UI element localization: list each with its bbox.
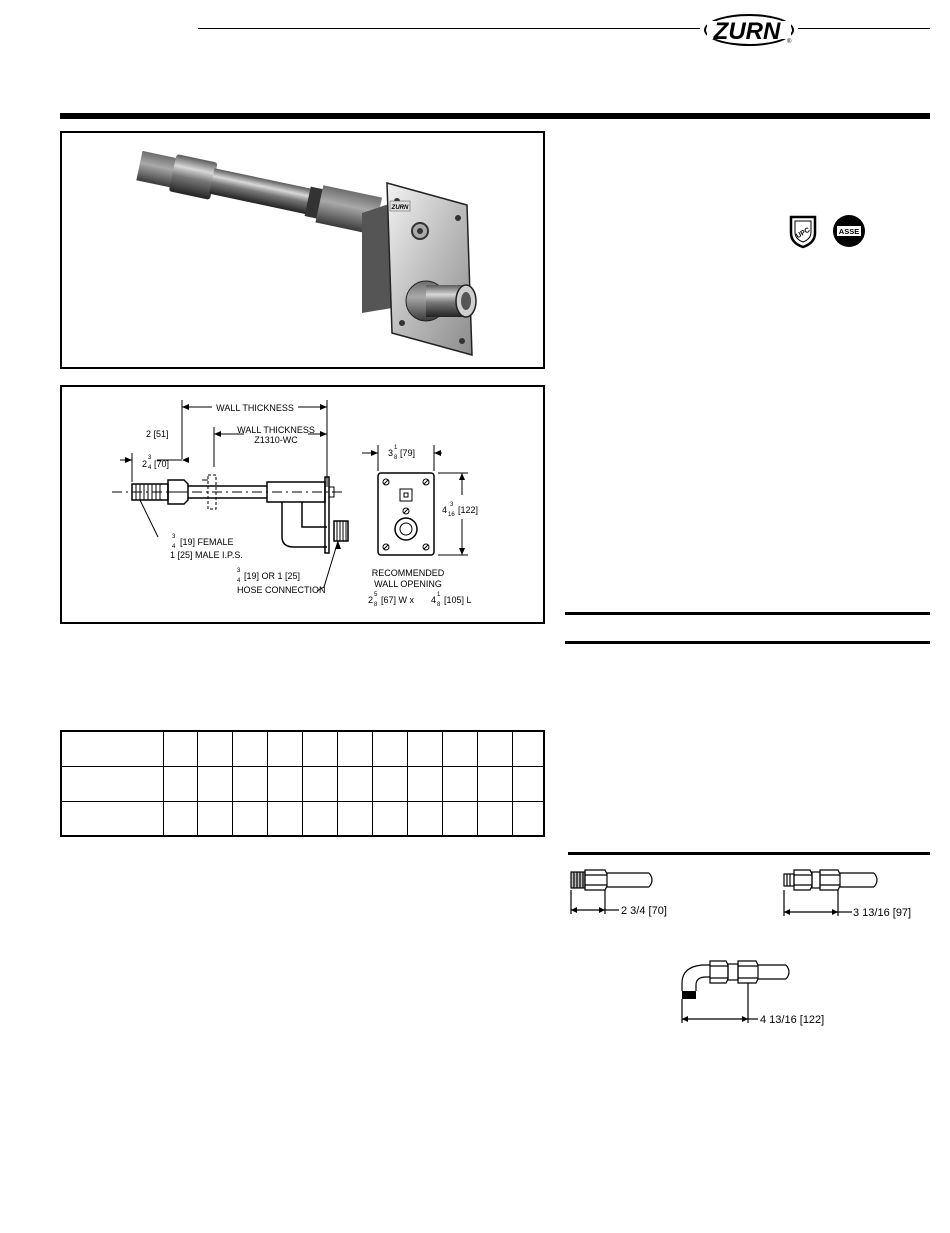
svg-text:ZURN: ZURN (713, 18, 781, 45)
svg-text:[79]: [79] (400, 448, 416, 458)
table-cell (268, 801, 303, 836)
table-cell (163, 731, 198, 766)
table-cell (372, 801, 407, 836)
svg-text:®: ® (787, 39, 792, 45)
table-cell (337, 731, 372, 766)
svg-text:4: 4 (431, 595, 437, 605)
svg-text:UPC: UPC (795, 226, 812, 241)
header-rule-right (798, 28, 930, 29)
svg-text:2 3/4 [70]: 2 3/4 [70] (621, 905, 667, 917)
table-cell (268, 731, 303, 766)
svg-text:4 13/16 [122]: 4 13/16 [122] (760, 1014, 825, 1026)
svg-text:WALL THICKNESS: WALL THICKNESS (237, 425, 315, 435)
table-cell (337, 801, 372, 836)
table-cell (477, 766, 512, 801)
table-cell (198, 801, 233, 836)
svg-text:[70]: [70] (154, 459, 170, 469)
svg-text:4: 4 (442, 505, 448, 515)
threaded-inlet (135, 147, 382, 235)
table-cell (303, 731, 338, 766)
table-row (61, 766, 544, 801)
table-cell (198, 731, 233, 766)
svg-text:8: 8 (374, 602, 378, 608)
table-cell (61, 801, 163, 836)
svg-text:[19] FEMALE: [19] FEMALE (180, 537, 234, 547)
svg-text:16: 16 (448, 512, 455, 518)
svg-text:4: 4 (172, 544, 176, 550)
svg-text:WALL THICKNESS: WALL THICKNESS (216, 403, 294, 413)
svg-text:ZURN: ZURN (391, 205, 409, 211)
table-cell (407, 731, 442, 766)
svg-text:ASSE: ASSE (838, 227, 860, 236)
options-rule (568, 852, 930, 855)
svg-text:[67] W x: [67] W x (381, 595, 415, 605)
header-rule-left (198, 28, 700, 29)
svg-text:1: 1 (394, 445, 398, 451)
table-cell (477, 801, 512, 836)
svg-text:[122]: [122] (458, 505, 479, 515)
svg-text:RECOMMENDED: RECOMMENDED (371, 568, 445, 578)
table-cell (233, 766, 268, 801)
table-cell (303, 801, 338, 836)
table-cell (163, 801, 198, 836)
option-diagram-1 (565, 862, 725, 922)
table-cell (61, 766, 163, 801)
table-cell (198, 766, 233, 801)
table-cell (372, 731, 407, 766)
svg-text:3 13/16 [97]: 3 13/16 [97] (853, 907, 912, 919)
table-cell (61, 731, 163, 766)
asse-badge (831, 213, 867, 249)
table-cell (337, 766, 372, 801)
table-cell (477, 731, 512, 766)
svg-text:3: 3 (172, 534, 176, 540)
svg-text:WALL OPENING: WALL OPENING (374, 579, 442, 589)
upc-badge (785, 213, 821, 249)
svg-text:3: 3 (450, 502, 454, 508)
svg-text:4: 4 (237, 578, 241, 584)
right-rule-1 (565, 612, 930, 615)
svg-text:3: 3 (237, 568, 241, 574)
option-diagram-3 (672, 955, 862, 1027)
product-photo-panel (60, 131, 545, 369)
table-cell (442, 731, 477, 766)
product-photo (62, 133, 543, 367)
table-cell (407, 801, 442, 836)
dimension-diagram-panel (60, 385, 545, 624)
table-row (61, 801, 544, 836)
svg-text:2: 2 (142, 459, 148, 469)
svg-text:Z1310-WC: Z1310-WC (254, 435, 298, 445)
svg-text:3: 3 (148, 455, 152, 461)
title-bar (60, 113, 930, 119)
right-rule-2 (565, 641, 930, 644)
svg-text:8: 8 (394, 455, 398, 461)
option-diagram-2 (776, 862, 936, 922)
svg-text:1: 1 (437, 592, 441, 598)
table-cell (233, 731, 268, 766)
svg-text:[105] L: [105] L (444, 595, 472, 605)
svg-text:5: 5 (374, 592, 378, 598)
table-row (61, 731, 544, 766)
svg-text:2 [51]: 2 [51] (146, 429, 169, 439)
zurn-logo (703, 13, 795, 47)
table-cell (442, 766, 477, 801)
table-cell (407, 766, 442, 801)
svg-text:1 [25] MALE I.P.S.: 1 [25] MALE I.P.S. (170, 550, 243, 560)
svg-text:[19] OR 1 [25]: [19] OR 1 [25] (244, 571, 301, 581)
table-cell (442, 801, 477, 836)
svg-text:8: 8 (437, 602, 441, 608)
dimension-diagram (62, 387, 543, 622)
svg-text:4: 4 (148, 465, 152, 471)
spec-table (60, 730, 545, 837)
table-cell (303, 766, 338, 801)
svg-text:HOSE CONNECTION: HOSE CONNECTION (237, 585, 326, 595)
table-cell (233, 801, 268, 836)
svg-text:3: 3 (388, 448, 394, 458)
table-cell (163, 766, 198, 801)
table-cell (512, 731, 544, 766)
table-cell (512, 801, 544, 836)
table-cell (268, 766, 303, 801)
table-cell (372, 766, 407, 801)
table-cell (512, 766, 544, 801)
svg-text:2: 2 (368, 595, 374, 605)
